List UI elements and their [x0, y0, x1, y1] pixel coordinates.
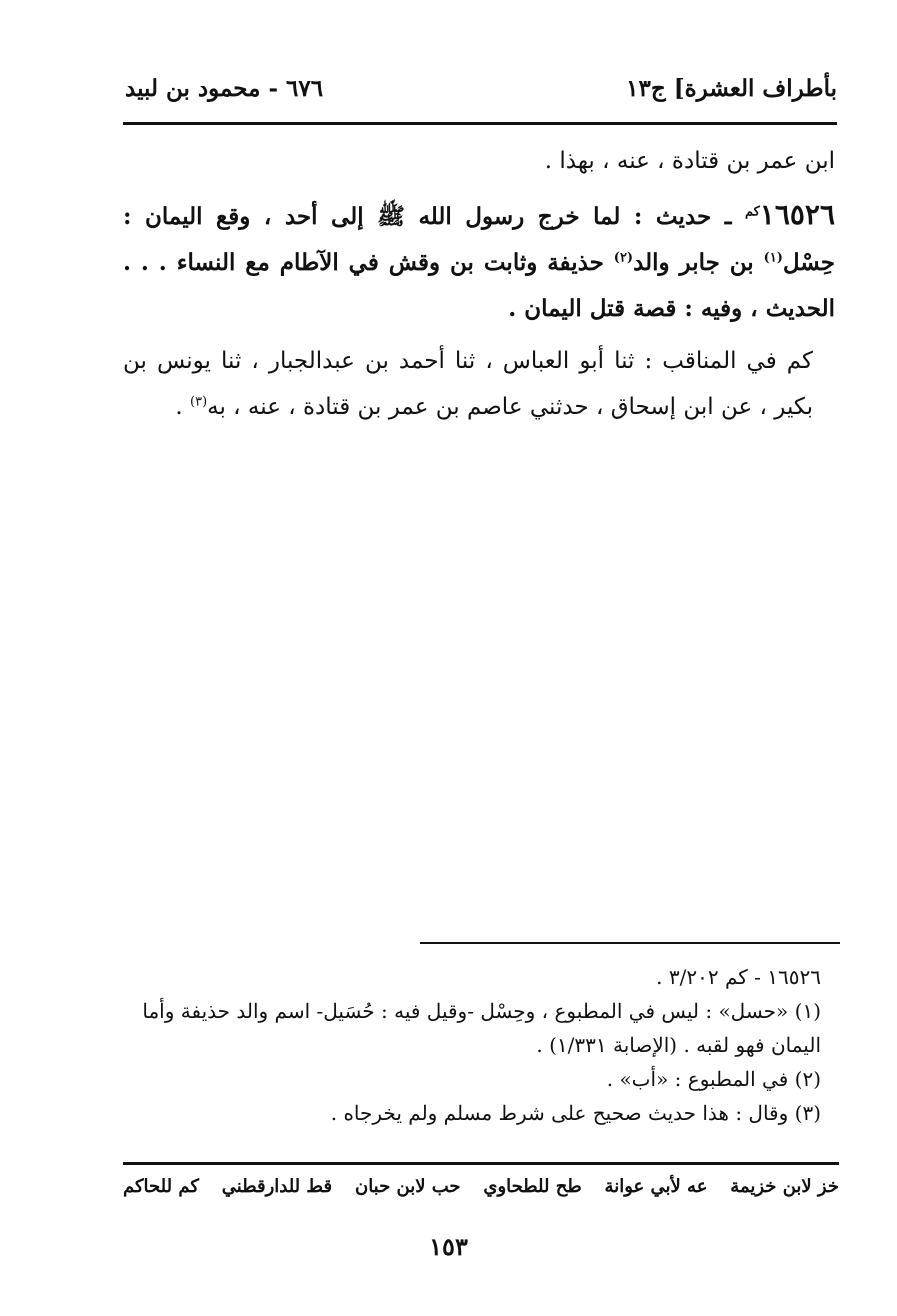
running-header [125, 70, 837, 106]
page-number: ١٥٣ [429, 1232, 468, 1261]
abbrev-item: عه لأبي عوانة [604, 1176, 708, 1197]
hadith-number: ١٦٥٢٦ [759, 198, 835, 231]
continuation-line: ابن عمر بن قتادة ، عنه ، بهذا . [544, 148, 835, 174]
header-book-title: بأطراف العشرة] ج١٣ [626, 74, 837, 102]
footnote-2: (٢) في المطبوع : «أب» . [606, 1067, 821, 1091]
isnad-text: كم في المناقب : ثنا أبو العباس ، ثنا أحمد بن عبدالجبار ، ثنا يونس بن بكير ، عن ابن إسحاق ، حدثني عاصم بن عمر بن قتادة ، عنه ، به [123, 348, 813, 420]
abbreviations-rule [123, 1162, 839, 1165]
footnote-1: (١) «حسل» : ليس في المطبوع ، وحِسْل -وقيل فيه : حُسَيل- اسم والد حذيفة وأما اليمان فهو لقبه . (الإصابة ١/٣٣١) . [142, 999, 821, 1057]
footnotes [123, 960, 839, 1130]
abbrev-item: كم للحاكم [123, 1176, 199, 1197]
abbrev-item: حب لابن حبان [354, 1176, 461, 1197]
footnote-ref-3: (٣) [190, 394, 208, 410]
hadith-text-1: ـ حديث : لما خرج رسول الله ﷺ إلى أحد ، وقع اليمان : حِسْل [123, 203, 836, 276]
footnote-reference: ١٦٥٢٦ - كم ٣/٢٠٢ . [656, 965, 821, 989]
hadith-entry [123, 192, 835, 332]
footnote-ref-1: (١) [763, 250, 783, 266]
footnote-separator [420, 942, 840, 944]
footnote-ref-2: (٢) [613, 250, 634, 266]
hadith-source-code: كم [744, 204, 760, 220]
abbreviations-key [123, 1176, 839, 1197]
abbrev-item: خز لابن خزيمة [730, 1176, 839, 1197]
hadith-text-3: حذيفة وثابت بن وقش في الآطام مع النساء . . . الحديث ، وفيه : قصة قتل اليمان . [123, 249, 835, 322]
header-section-title: ٦٧٦ - محمود بن لبيد [125, 74, 324, 102]
header-rule [123, 122, 837, 125]
footnote-3: (٣) وقال : هذا حديث صحيح على شرط مسلم ولم يخرجاه . [330, 1101, 821, 1125]
hadith-text-2: بن جابر والد [633, 249, 764, 276]
main-text [123, 138, 835, 430]
isnad-end: . [175, 394, 190, 420]
abbrev-item: قط للدارقطني [221, 1176, 333, 1197]
abbrev-item: طح للطحاوي [483, 1176, 582, 1197]
isnad-paragraph [123, 338, 835, 430]
